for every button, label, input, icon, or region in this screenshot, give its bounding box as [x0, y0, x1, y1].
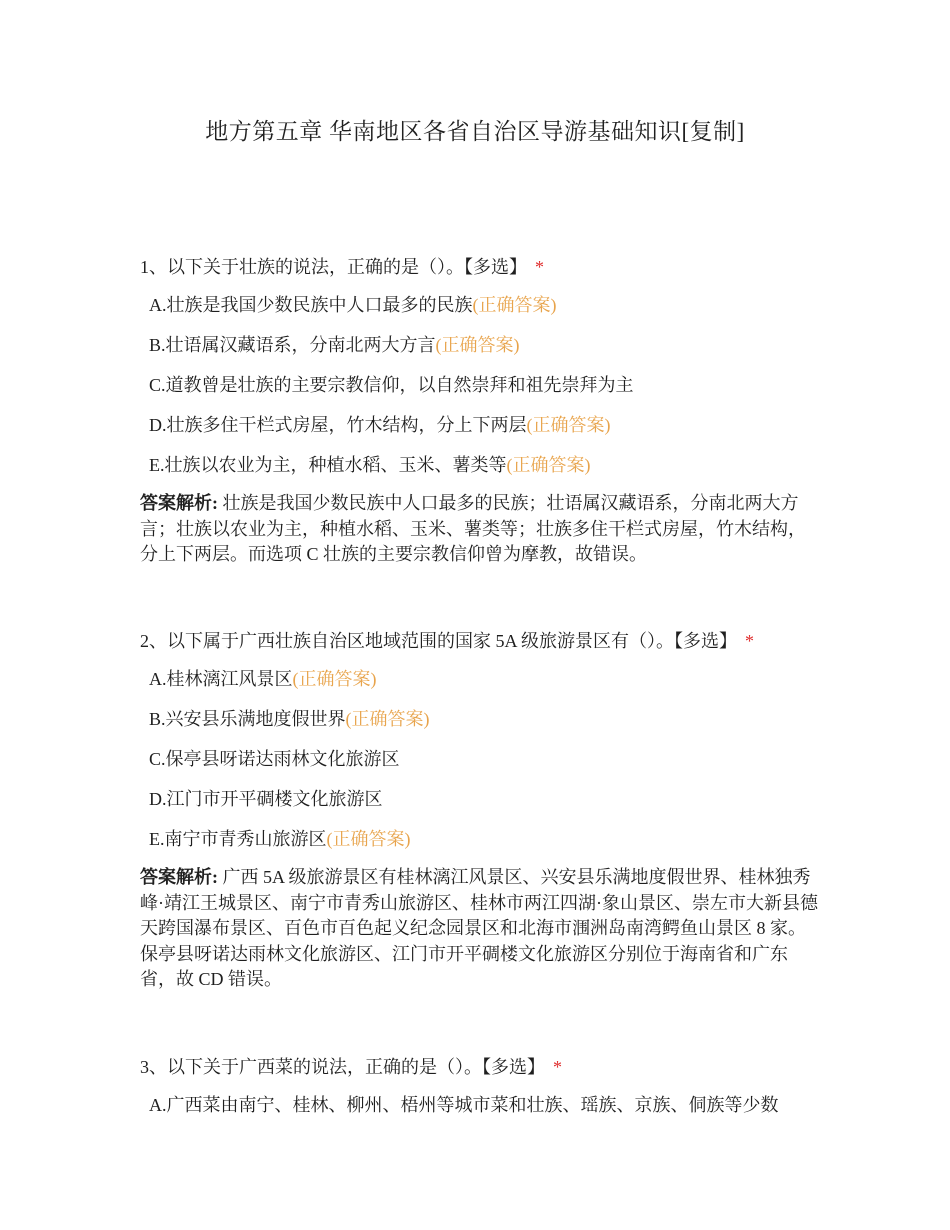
option-a[interactable]	[149, 1093, 820, 1117]
correct-answer-marker: (正确答案)	[506, 455, 591, 475]
option-b[interactable]	[149, 707, 820, 731]
correct-answer-marker: (正确答案)	[435, 335, 520, 355]
question-text: 1、以下关于壮族的说法，正确的是（）。【多选】	[140, 257, 527, 277]
option-text: D.壮族多住干栏式房屋，竹木结构，分上下两层	[149, 415, 527, 435]
answer-analysis	[140, 865, 820, 993]
option-c[interactable]	[149, 373, 820, 397]
analysis-text: 壮族是我国少数民族中人口最多的民族；壮语属汉藏语系，分南北两大方言；壮族以农业为主，种植水稻、玉米、薯类等；壮族多住干栏式房屋，竹木结构，分上下两层。而选项 C 壮族的主要宗教信仰曾为摩教，故错误。	[140, 493, 806, 564]
page-title: 地方第五章 华南地区各省自治区导游基础知识[复制]	[205, 119, 745, 144]
correct-answer-marker: (正确答案)	[472, 295, 557, 315]
option-text: C.道教曾是壮族的主要宗教信仰，以自然崇拜和祖先崇拜为主	[149, 375, 634, 395]
option-d[interactable]	[149, 413, 820, 437]
option-text: B.兴安县乐满地度假世界	[149, 709, 346, 729]
correct-answer-marker: (正确答案)	[345, 709, 430, 729]
option-text: D.江门市开平碉楼文化旅游区	[149, 789, 383, 809]
option-text: C.保亭县呀诺达雨林文化旅游区	[149, 749, 400, 769]
correct-answer-marker: (正确答案)	[526, 415, 611, 435]
option-b[interactable]	[149, 333, 820, 357]
analysis-label: 答案解析:	[140, 493, 218, 513]
option-text: E.壮族以农业为主，种植水稻、玉米、薯类等	[149, 455, 507, 475]
option-text: A.广西菜由南宁、桂林、柳州、梧州等城市菜和壮族、瑶族、京族、侗族等少数	[149, 1095, 779, 1115]
option-text: A.壮族是我国少数民族中人口最多的民族	[149, 295, 473, 315]
option-text: A.桂林漓江风景区	[149, 669, 293, 689]
option-c[interactable]	[149, 747, 820, 771]
option-e[interactable]	[149, 453, 820, 477]
required-marker: *	[745, 631, 755, 651]
question-stem	[140, 253, 820, 279]
analysis-label: 答案解析:	[140, 867, 218, 887]
question-stem	[140, 627, 820, 653]
question-1	[140, 253, 820, 568]
correct-answer-marker: (正确答案)	[326, 829, 411, 849]
required-marker: *	[535, 257, 544, 277]
question-text: 2、以下属于广西壮族自治区地域范围的国家 5A 级旅游景区有（）。【多选】	[140, 631, 738, 651]
option-d[interactable]	[149, 787, 820, 811]
question-3	[140, 1053, 820, 1133]
option-a[interactable]	[149, 293, 820, 317]
option-e[interactable]	[149, 827, 820, 851]
analysis-text: 广西 5A 级旅游景区有桂林漓江风景区、兴安县乐满地度假世界、桂林独秀峰·靖江王城景区、南宁市青秀山旅游区、桂林市两江四湖·象山景区、崇左市大新县德天跨国瀑布景区、百色市百色起义纪念园景区和北海市涠洲岛南湾鳄鱼山景区 8 家。保亭县呀诺达雨林文化旅游区、江门市开平碉楼文化旅游区分别位于海南省和广东省，故 CD 错误。	[140, 867, 818, 989]
answer-analysis	[140, 491, 820, 568]
option-text: E.南宁市青秀山旅游区	[149, 829, 327, 849]
question-text: 3、以下关于广西菜的说法，正确的是（）。【多选】	[140, 1057, 545, 1077]
option-text: B.壮语属汉藏语系，分南北两大方言	[149, 335, 436, 355]
option-a[interactable]	[149, 667, 820, 691]
question-stem	[140, 1053, 820, 1079]
correct-answer-marker: (正确答案)	[292, 669, 377, 689]
question-2	[140, 627, 820, 993]
required-marker: *	[553, 1057, 562, 1077]
